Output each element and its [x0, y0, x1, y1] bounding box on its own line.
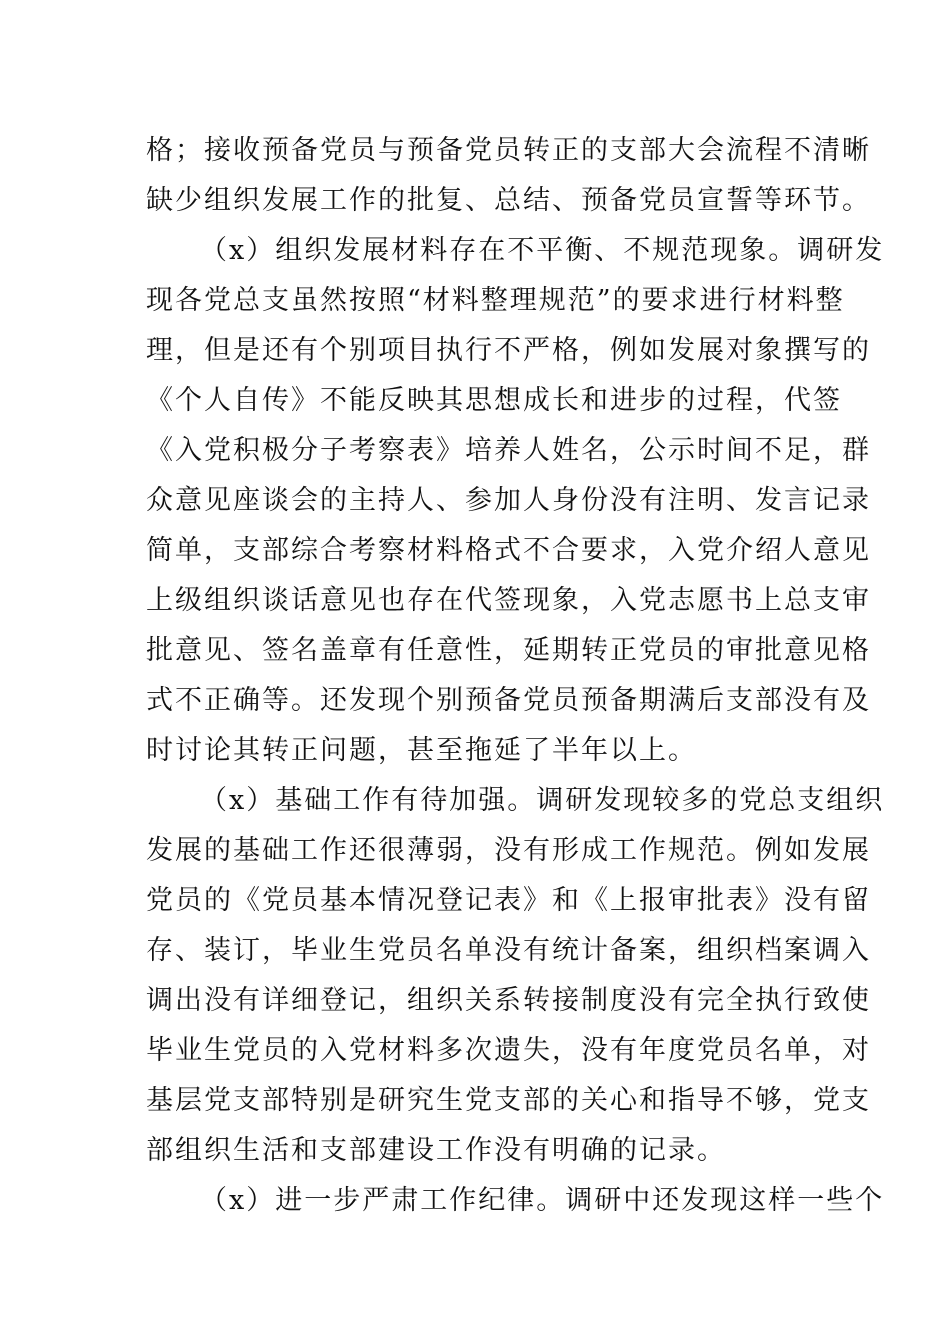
text-line: 时讨论其转正问题，甚至拖延了半年以上。: [146, 735, 697, 766]
text-line: 批意见、签名盖章有任意性，延期转正党员的审批意见格: [146, 635, 871, 666]
text-line: 理，但是还有个别项目执行不严格，例如发展对象撰写的: [146, 335, 871, 366]
text-line: 缺少组织发展工作的批复、总结、预备党员宣誓等环节。: [146, 185, 871, 216]
text-line: 调出没有详细登记，组织关系转接制度没有完全执行致使: [146, 985, 871, 1016]
text-line: 存、装订，毕业生党员名单没有统计备案，组织档案调入: [146, 935, 871, 966]
text-line: 《入党积极分子考察表》培养人姓名，公示时间不足，群: [146, 435, 871, 466]
paragraph-heading-line: （x）基础工作有待加强。调研发现较多的党总支组织: [200, 785, 885, 816]
text-line: 基层党支部特别是研究生党支部的关心和指导不够，党支: [146, 1085, 871, 1116]
paragraph-heading-line: （x）进一步严肃工作纪律。调研中还发现这样一些个: [200, 1185, 885, 1216]
text-line: 部组织生活和支部建设工作没有明确的记录。: [146, 1135, 726, 1166]
text-line: 现各党总支虽然按照“材料整理规范”的要求进行材料整: [146, 285, 845, 316]
text-line: 毕业生党员的入党材料多次遗失，没有年度党员名单，对: [146, 1035, 871, 1066]
text-line: 发展的基础工作还很薄弱，没有形成工作规范。例如发展: [146, 835, 871, 866]
text-line: 《个人自传》不能反映其思想成长和进步的过程，代签: [146, 385, 842, 416]
text-line: 格；接收预备党员与预备党员转正的支部大会流程不清晰: [146, 135, 871, 166]
text-line: 式不正确等。还发现个别预备党员预备期满后支部没有及: [146, 685, 871, 716]
paragraph-heading-line: （x）组织发展材料存在不平衡、不规范现象。调研发: [200, 235, 885, 266]
text-line: 党员的《党员基本情况登记表》和《上报审批表》没有留: [146, 885, 871, 916]
text-line: 众意见座谈会的主持人、参加人身份没有注明、发言记录: [146, 485, 871, 516]
text-line: 简单，支部综合考察材料格式不合要求，入党介绍人意见: [146, 535, 871, 566]
text-line: 上级组织谈话意见也存在代签现象，入党志愿书上总支审: [146, 585, 871, 616]
